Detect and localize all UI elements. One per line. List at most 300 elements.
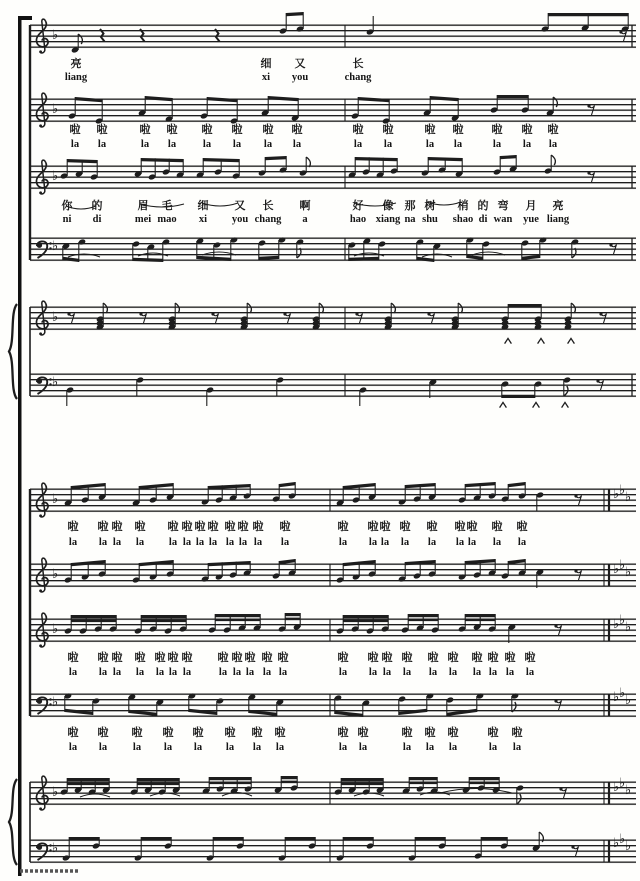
lyric-pinyin: xi xyxy=(198,214,208,225)
note-flag xyxy=(551,155,555,165)
lyric-pinyin: la xyxy=(232,139,242,150)
lyric-pinyin: la xyxy=(467,537,477,548)
beam xyxy=(343,837,373,840)
lyric-hanzi: 啦 xyxy=(452,123,464,136)
lyric-pinyin: na xyxy=(404,214,416,225)
lyric-hanzi: 啦 xyxy=(96,123,108,136)
lyric-hanzi: 啦 xyxy=(367,651,379,664)
keychange-flat-sign: ♭ xyxy=(625,693,632,708)
lyric-pinyin: la xyxy=(252,742,262,753)
lyric-pinyin: shao xyxy=(452,214,474,225)
beam xyxy=(67,783,109,786)
beam xyxy=(502,395,535,398)
lyric-hanzi: 啦 xyxy=(491,123,503,136)
note-flag xyxy=(571,303,575,313)
keychange-flat-sign: ♭ xyxy=(625,565,632,580)
lyric-pinyin: la xyxy=(358,742,368,753)
beam xyxy=(215,619,260,622)
lyric-pinyin: la xyxy=(97,139,107,150)
lyric-pinyin: chang xyxy=(344,72,372,83)
lyric-hanzi: 月 xyxy=(525,199,537,212)
lyric-hanzi: 啦 xyxy=(547,123,559,136)
lyric-pinyin: la xyxy=(428,667,438,678)
lyric-hanzi: 又 xyxy=(234,199,246,212)
beam xyxy=(281,781,297,784)
lyric-hanzi: 啦 xyxy=(447,651,459,664)
lyric-pinyin: la xyxy=(135,537,145,548)
lyric-pinyin: di xyxy=(478,214,488,225)
lyric-pinyin: la xyxy=(225,537,235,548)
beam xyxy=(548,13,628,16)
lyric-pinyin: la xyxy=(505,667,515,678)
lyric-hanzi: 啦 xyxy=(167,651,179,664)
lyric-hanzi: 啦 xyxy=(207,520,219,533)
lyric-pinyin: la xyxy=(448,667,458,678)
note-flag xyxy=(306,157,310,167)
lyric-pinyin: la xyxy=(338,537,348,548)
lyric-hanzi: 啦 xyxy=(231,123,243,136)
keychange-flat-sign: ♭ xyxy=(619,613,626,628)
accent-mark xyxy=(562,402,569,407)
beam xyxy=(341,778,383,781)
lyric-pinyin: la xyxy=(402,742,412,753)
lyric-pinyin: la xyxy=(168,537,178,548)
keychange-flat-sign: ♭ xyxy=(619,558,626,573)
key-flat-sign: ♭ xyxy=(52,375,59,390)
lyric-pinyin: liang xyxy=(64,72,88,83)
key-flat-sign: ♭ xyxy=(52,102,59,117)
beam xyxy=(500,155,516,159)
lyric-hanzi: 啦 xyxy=(466,520,478,533)
beam xyxy=(408,619,438,622)
lyric-hanzi: 啦 xyxy=(261,651,273,664)
keychange-flat-sign: ♭ xyxy=(613,690,620,705)
lyric-pinyin: la xyxy=(455,537,465,548)
lyric-hanzi: 啦 xyxy=(357,726,369,739)
lyric-hanzi: 啦 xyxy=(69,123,81,136)
beam xyxy=(285,613,300,616)
beam xyxy=(208,561,250,566)
lyric-pinyin: la xyxy=(112,667,122,678)
accent-mark xyxy=(568,338,575,343)
beam xyxy=(141,620,186,623)
beam xyxy=(279,482,295,487)
lyric-pinyin: xiang xyxy=(375,214,401,225)
beam xyxy=(75,97,102,102)
lyric-hanzi: 啦 xyxy=(337,726,349,739)
note-flag xyxy=(78,34,82,44)
lyric-hanzi: 那 xyxy=(404,199,416,212)
lyric-pinyin: la xyxy=(202,139,212,150)
beam xyxy=(137,783,179,786)
lyric-pinyin: la xyxy=(338,742,348,753)
lyric-hanzi: 啦 xyxy=(166,123,178,136)
lyric-pinyin: la xyxy=(68,742,78,753)
lyric-pinyin: la xyxy=(218,667,228,678)
lyric-pinyin: la xyxy=(98,537,108,548)
beam xyxy=(447,709,477,716)
accent-mark xyxy=(505,338,512,343)
lyric-hanzi: 啦 xyxy=(491,520,503,533)
lyric-pinyin: la xyxy=(70,139,80,150)
lyric-hanzi: 啦 xyxy=(382,123,394,136)
lyric-pinyin: la xyxy=(167,139,177,150)
note-flag xyxy=(319,303,323,313)
keychange-flat-sign: ♭ xyxy=(619,483,626,498)
key-flat-sign: ♭ xyxy=(52,492,59,507)
lyric-hanzi: 啦 xyxy=(139,123,151,136)
lyric-hanzi: 啦 xyxy=(511,726,523,739)
beam xyxy=(279,559,295,564)
lyric-pinyin: la xyxy=(472,667,482,678)
treble-clef-icon xyxy=(39,589,42,592)
keychange-flat-sign: ♭ xyxy=(619,686,626,701)
lyric-hanzi: 啦 xyxy=(516,520,528,533)
beam xyxy=(465,619,495,622)
note-flag xyxy=(572,248,576,258)
lyric-pinyin: la xyxy=(245,667,255,678)
lyric-hanzi: 啦 xyxy=(217,651,229,664)
lyric-pinyin: la xyxy=(338,667,348,678)
key-flat-sign: ♭ xyxy=(52,169,59,184)
treble-clef-icon xyxy=(39,191,42,194)
slur xyxy=(440,789,512,794)
key-flat-sign: ♭ xyxy=(52,28,59,43)
beam xyxy=(65,709,93,715)
lyric-pinyin: la xyxy=(98,742,108,753)
beam xyxy=(67,159,97,163)
beam xyxy=(189,709,217,715)
lyric-hanzi: 啦 xyxy=(424,726,436,739)
beam xyxy=(145,96,172,101)
lyric-hanzi: 啦 xyxy=(252,520,264,533)
beam xyxy=(522,255,540,260)
piano-brace xyxy=(9,304,17,399)
treble-clef-icon xyxy=(39,124,42,127)
lyric-hanzi: 毛 xyxy=(161,199,173,212)
beam xyxy=(208,484,250,489)
beam xyxy=(209,782,251,785)
lyric-hanzi: 啦 xyxy=(181,651,193,664)
lyric-pinyin: la xyxy=(492,139,502,150)
lyric-hanzi: 啦 xyxy=(67,651,79,664)
beam xyxy=(71,615,116,618)
beam xyxy=(430,96,458,101)
beam xyxy=(203,158,239,162)
key-flat-sign: ♭ xyxy=(52,785,59,800)
lyric-pinyin: xi xyxy=(261,72,271,83)
lyric-pinyin: la xyxy=(168,667,178,678)
lyric-pinyin: la xyxy=(98,667,108,678)
beam xyxy=(415,837,445,840)
lyric-hanzi: 啦 xyxy=(367,520,379,533)
beam xyxy=(141,158,183,162)
lyric-hanzi: 啦 xyxy=(277,651,289,664)
lyric-pinyin: la xyxy=(380,537,390,548)
lyric-pinyin: la xyxy=(400,537,410,548)
lyric-pinyin: mei xyxy=(134,214,152,225)
lyric-hanzi: 啦 xyxy=(131,726,143,739)
lyric-pinyin: la xyxy=(163,742,173,753)
lyric-hanzi: 啦 xyxy=(67,520,79,533)
lyric-hanzi: 啦 xyxy=(427,651,439,664)
slur xyxy=(420,792,450,795)
lyric-hanzi: 的 xyxy=(91,199,103,212)
note-flag xyxy=(539,832,543,842)
beam xyxy=(508,559,525,564)
lyric-hanzi: 啦 xyxy=(337,520,349,533)
lyric-pinyin: la xyxy=(135,667,145,678)
lyric-pinyin: la xyxy=(488,667,498,678)
lyric-hanzi: 啦 xyxy=(201,123,213,136)
lyric-pinyin: la xyxy=(292,139,302,150)
lyric-hanzi: 啦 xyxy=(67,726,79,739)
beam xyxy=(428,157,462,161)
lyric-pinyin: la xyxy=(140,139,150,150)
beam xyxy=(141,837,171,840)
lyric-hanzi: 啦 xyxy=(381,651,393,664)
lyric-hanzi: 啦 xyxy=(111,520,123,533)
note-flag xyxy=(175,303,179,313)
lyric-pinyin: la xyxy=(275,742,285,753)
lyric-pinyin: yue xyxy=(523,214,539,225)
lyric-pinyin: la xyxy=(182,667,192,678)
lyric-hanzi: 亮 xyxy=(70,57,82,70)
lyric-hanzi: 啦 xyxy=(262,123,274,136)
beam xyxy=(508,304,541,307)
beam xyxy=(133,258,163,262)
lyric-pinyin: la xyxy=(382,667,392,678)
keychange-flat-sign: ♭ xyxy=(625,839,632,854)
accent-mark xyxy=(500,402,507,407)
lyric-pinyin: la xyxy=(68,667,78,678)
lyric-hanzi: 好 xyxy=(352,199,364,212)
lyric-pinyin: la xyxy=(132,742,142,753)
scan-corner-mark xyxy=(18,16,32,20)
lyric-pinyin: liang xyxy=(546,214,570,225)
beam xyxy=(469,777,499,780)
beam xyxy=(467,255,483,260)
lyric-hanzi: 长 xyxy=(352,57,364,70)
beam xyxy=(285,618,300,621)
beam xyxy=(409,777,437,780)
lyric-pinyin: la xyxy=(195,537,205,548)
beam xyxy=(409,782,437,785)
key-flat-sign: ♭ xyxy=(52,567,59,582)
treble-clef-icon xyxy=(39,50,42,53)
lyric-hanzi: 啦 xyxy=(399,520,411,533)
lyric-hanzi: 啦 xyxy=(454,520,466,533)
lyric-pinyin: you xyxy=(231,214,249,225)
lyric-pinyin: you xyxy=(291,72,309,83)
slur xyxy=(80,794,110,797)
beam xyxy=(63,257,79,262)
beam xyxy=(215,614,260,617)
beam xyxy=(209,777,251,780)
beam xyxy=(141,615,186,618)
lyric-pinyin: la xyxy=(225,742,235,753)
keychange-flat-sign: ♭ xyxy=(613,617,620,632)
key-flat-sign: ♭ xyxy=(52,310,59,325)
lyric-pinyin: la xyxy=(368,667,378,678)
accent-mark xyxy=(533,402,540,407)
note-flag xyxy=(103,303,107,313)
beam xyxy=(497,95,528,98)
beam xyxy=(355,157,397,161)
lyric-pinyin: la xyxy=(280,537,290,548)
note-flag xyxy=(553,97,557,107)
scan-left-border xyxy=(18,16,22,876)
lyric-pinyin: wan xyxy=(493,214,513,225)
lyric-pinyin: la xyxy=(253,537,263,548)
lyric-hanzi: 啦 xyxy=(504,651,516,664)
beam xyxy=(259,256,279,260)
beam xyxy=(69,837,99,840)
note-flag xyxy=(247,303,251,313)
lyric-hanzi: 啦 xyxy=(167,520,179,533)
lyric-pinyin: mao xyxy=(157,214,177,225)
lyric-hanzi: 啦 xyxy=(424,123,436,136)
keychange-flat-sign: ♭ xyxy=(625,783,632,798)
note-flag xyxy=(458,303,462,313)
beam xyxy=(343,620,388,623)
beam xyxy=(137,778,179,781)
beam xyxy=(417,257,434,262)
keychange-flat-sign: ♭ xyxy=(619,776,626,791)
lyric-hanzi: 长 xyxy=(262,199,274,212)
lyric-hanzi: 啦 xyxy=(279,520,291,533)
lyric-hanzi: 又 xyxy=(294,57,306,70)
beam xyxy=(286,12,303,16)
lyric-hanzi: 啦 xyxy=(181,520,193,533)
beam xyxy=(268,96,298,101)
lyric-hanzi: 啦 xyxy=(231,651,243,664)
keychange-flat-sign: ♭ xyxy=(613,562,620,577)
lyric-pinyin: la xyxy=(263,139,273,150)
lyric-pinyin: la xyxy=(517,537,527,548)
lyric-pinyin: hao xyxy=(349,214,367,225)
beam xyxy=(341,783,383,786)
lyric-pinyin: la xyxy=(232,667,242,678)
lyric-hanzi: 眉 xyxy=(137,199,149,212)
lyric-hanzi: 啦 xyxy=(379,520,391,533)
lyric-hanzi: 啦 xyxy=(401,651,413,664)
beam xyxy=(399,709,427,715)
lyric-pinyin: la xyxy=(425,139,435,150)
lyric-hanzi: 啦 xyxy=(134,651,146,664)
keychange-flat-sign: ♭ xyxy=(613,487,620,502)
lyric-hanzi: 啊 xyxy=(299,199,311,212)
lyric-hanzi: 细 xyxy=(197,199,209,212)
lyric-pinyin: la xyxy=(402,667,412,678)
lyric-pinyin: chang xyxy=(254,214,282,225)
lyric-hanzi: 啦 xyxy=(447,726,459,739)
lyric-hanzi: 啦 xyxy=(111,651,123,664)
lyric-hanzi: 啦 xyxy=(487,726,499,739)
lyric-hanzi: 啦 xyxy=(521,123,533,136)
beam xyxy=(71,620,116,623)
lyric-hanzi: 你 xyxy=(61,199,73,212)
note-flag xyxy=(564,386,568,396)
lyric-hanzi: 啦 xyxy=(224,520,236,533)
lyric-hanzi: 啦 xyxy=(194,520,206,533)
treble-clef-icon xyxy=(39,807,42,810)
beam xyxy=(508,482,525,487)
keychange-flat-sign: ♭ xyxy=(613,780,620,795)
treble-clef-icon xyxy=(39,514,42,517)
beam xyxy=(469,782,499,785)
lyric-pinyin: la xyxy=(208,537,218,548)
lyric-hanzi: 啦 xyxy=(224,726,236,739)
lyric-hanzi: 啦 xyxy=(524,651,536,664)
lyric-pinyin: la xyxy=(383,139,393,150)
lyric-hanzi: 啦 xyxy=(162,726,174,739)
lyric-pinyin: la xyxy=(522,139,532,150)
accent-mark xyxy=(538,338,545,343)
key-flat-sign: ♭ xyxy=(52,239,59,254)
lyric-hanzi: 啦 xyxy=(274,726,286,739)
note-flag xyxy=(517,794,521,804)
lyric-hanzi: 啦 xyxy=(192,726,204,739)
note-flag xyxy=(391,303,395,313)
lyric-hanzi: 细 xyxy=(260,57,272,70)
lyric-pinyin: la xyxy=(492,537,502,548)
lyric-pinyin: la xyxy=(425,742,435,753)
lyric-pinyin: la xyxy=(182,537,192,548)
beam xyxy=(281,776,297,779)
beam xyxy=(207,97,237,102)
lyric-pinyin: la xyxy=(155,667,165,678)
lyric-pinyin: la xyxy=(368,537,378,548)
lyric-pinyin: la xyxy=(112,537,122,548)
lyric-hanzi: 啦 xyxy=(97,651,109,664)
keychange-flat-sign: ♭ xyxy=(625,620,632,635)
key-flat-sign: ♭ xyxy=(52,695,59,710)
lyric-hanzi: 啦 xyxy=(352,123,364,136)
lyric-hanzi: 梢 xyxy=(457,199,469,212)
lyric-hanzi: 啦 xyxy=(237,520,249,533)
lyric-pinyin: la xyxy=(448,742,458,753)
beam xyxy=(285,837,315,840)
lyric-pinyin: la xyxy=(548,139,558,150)
lyric-pinyin: la xyxy=(427,537,437,548)
beam xyxy=(408,614,438,617)
lyric-hanzi: 弯 xyxy=(497,199,509,212)
note-flag xyxy=(297,248,301,258)
lyric-pinyin: la xyxy=(278,667,288,678)
beam xyxy=(213,837,243,840)
lyric-pinyin: a xyxy=(302,214,308,225)
lyric-hanzi: 啦 xyxy=(244,651,256,664)
lyric-hanzi: 啦 xyxy=(134,520,146,533)
lyric-hanzi: 啦 xyxy=(337,651,349,664)
lyric-pinyin: la xyxy=(512,742,522,753)
lyric-hanzi: 啦 xyxy=(401,726,413,739)
lyric-pinyin: shu xyxy=(422,214,438,225)
key-flat-sign: ♭ xyxy=(52,622,59,637)
lyric-pinyin: la xyxy=(238,537,248,548)
treble-clef-icon xyxy=(39,644,42,647)
keychange-flat-sign: ♭ xyxy=(613,836,620,851)
lyric-pinyin: di xyxy=(92,214,102,225)
beam xyxy=(465,614,495,617)
lyric-hanzi: 啦 xyxy=(426,520,438,533)
beam xyxy=(265,156,286,160)
lyric-pinyin: la xyxy=(525,667,535,678)
lyric-hanzi: 啦 xyxy=(291,123,303,136)
lyric-pinyin: la xyxy=(68,537,78,548)
lyric-pinyin: la xyxy=(262,667,272,678)
